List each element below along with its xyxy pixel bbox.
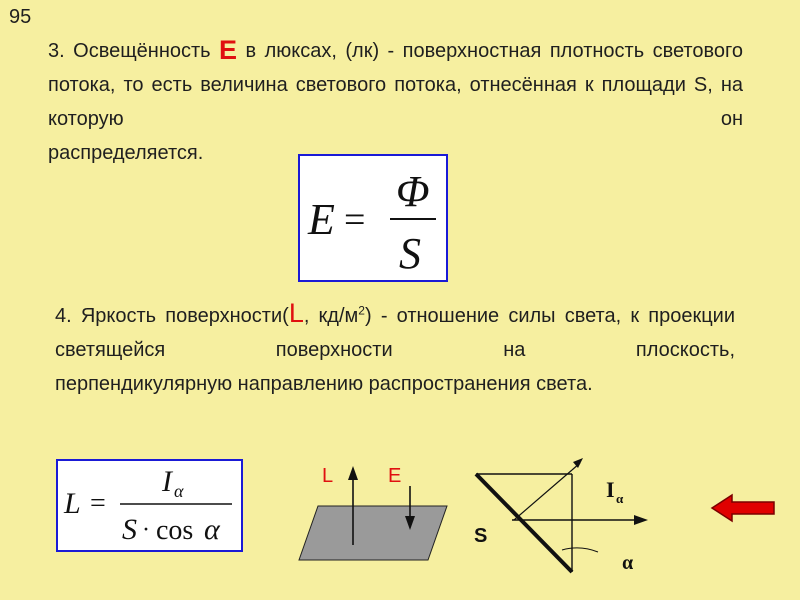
formula-l-cos: cos [156,515,194,546]
section-4-line-2: к проекции светящейся поверхности на плоскость, [55,305,736,361]
plane-label-l: L [322,465,334,487]
section-4-line-1: - отношение силы света, [380,305,622,327]
angle-label-alpha: α [622,552,634,574]
formula-e-equals: = [344,199,366,241]
section-3-line-3: потока, отнесённая к площади S, на которую он [48,74,744,130]
formula-l-numerator: I [162,465,172,498]
formula-e-denominator: S [399,229,421,278]
arrow-left-icon [712,494,776,522]
section-4-term: Яркость поверхности [80,305,283,327]
formula-l-alpha: α [204,513,220,546]
angle-label-i: I [606,477,615,502]
formula-e-numerator: Φ [396,167,430,216]
plane-label-e: E [388,465,402,487]
intensity-arrowhead [634,515,648,525]
section-4-number: 4. [55,305,72,327]
inclined-surface-line [476,474,572,572]
section-3-line-4: распределяется. [48,142,204,164]
normal-line [514,470,572,520]
luminance-symbol: L [288,298,304,328]
formula-l-lhs: L [64,487,81,520]
formula-l-numerator-sub: α [174,481,184,501]
back-navigation-button[interactable] [712,494,776,522]
slide-number: 95 [9,6,32,28]
section-3-term: Освещённость [73,40,211,62]
section-3-line-1: в люксах, (лк) - поверхностная [245,40,542,62]
section-3-line-2: плотность светового потока, то есть величина светового [48,40,743,96]
luminance-unit: , кд/м [303,305,359,327]
illuminance-symbol: E [219,35,238,65]
luminance-unit-power: 2 [358,303,365,318]
section-4-line-3: перпендикулярную направлению распространения света. [55,373,593,395]
section-3-number: 3. [48,40,65,62]
formula-e-lhs: E [308,195,335,244]
angle-arc [562,548,598,552]
formula-l-denominator-s: S [122,513,137,546]
angle-label-i-sub: α [616,491,624,506]
section-4-paren-open: ( [282,305,289,327]
formula-l-equals: = [90,488,106,519]
section-4-paren-close: ) [364,305,372,327]
angle-label-s: S [474,525,488,547]
normal-arrowhead [573,458,583,468]
formula-l-dot: · [142,517,150,543]
